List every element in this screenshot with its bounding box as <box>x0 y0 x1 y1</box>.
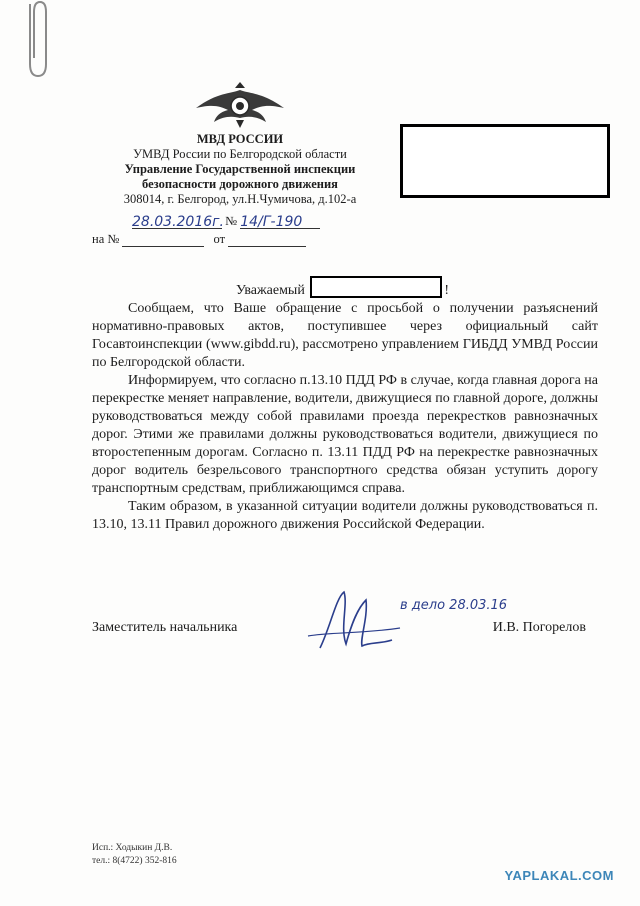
signer-name: И.В. Погорелов <box>492 620 586 635</box>
site-watermark: YAPLAKAL.COM <box>504 868 614 883</box>
body-paragraph: Информируем, что согласно п.13.10 ПДД РФ в случае, когда главная дорога на перекрестке меняет направление, водители, движущиеся по главной дороге, должны руководствоваться между собой правилами проезда перекрестков равнозначных дорог. Этими же правилами должны руководствоваться водители, движущиеся по второстепенным дорогам. Согласно п. 13.11 ПДД РФ на перекрестке равнозначных дорог водитель безрельсового транспортного средства обязан уступить дорогу транспортным средствам, приближающимся справа. <box>92 373 598 496</box>
number-label: № <box>225 214 238 228</box>
signer-position: Заместитель начальника <box>92 620 238 635</box>
paperclip-icon <box>16 0 56 82</box>
ref-number-label: на № <box>92 232 120 246</box>
reference-line <box>92 232 306 247</box>
outgoing-number: 14/Г-190 <box>240 214 320 229</box>
org-address: 308014, г. Белгород, ул.Н.Чумичова, д.102-а <box>123 192 357 206</box>
handwritten-signature <box>300 588 410 658</box>
letter-body <box>92 300 598 534</box>
org-department-line2: безопасности дорожного движения <box>142 177 338 191</box>
outgoing-number-line <box>132 214 320 229</box>
letterhead <box>60 82 420 207</box>
mvd-emblem-icon <box>190 82 290 128</box>
greeting-suffix: ! <box>444 283 450 298</box>
ref-date-blank <box>228 232 306 247</box>
org-regional-office: УМВД России по Белгородской области <box>133 147 347 161</box>
org-department-line1: Управление Государственной инспекции <box>124 162 356 176</box>
executor-phone: тел.: 8(4722) 352-816 <box>92 856 177 866</box>
executor-name: Исп.: Ходыкин Д.В. <box>92 843 173 853</box>
ref-number-blank <box>122 232 204 247</box>
body-paragraph: Сообщаем, что Ваше обращение с просьбой о получении разъяснений нормативно-правовых актов, поступившее через официальный сайт Госавтоинспекции (www.gibdd.ru), рассмотрено управлением ГИБДД УМВД России по Белгородской области. <box>92 301 598 370</box>
greeting-prefix: Уважаемый <box>236 283 305 298</box>
outgoing-date: 28.03.2016г. <box>132 214 224 230</box>
filing-resolution: в дело 28.03.16 <box>400 598 508 613</box>
recipient-redacted-block <box>400 124 610 198</box>
ref-from-label: от <box>213 232 226 246</box>
greeting <box>236 276 449 299</box>
body-paragraph: Таким образом, в указанной ситуации водители должны руководствоваться п. 13.10, 13.11 Правил дорожного движения Российской Федерации. <box>92 499 598 532</box>
executor-info <box>92 842 177 868</box>
greeting-name-redacted <box>310 276 442 298</box>
org-ministry: МВД РОССИИ <box>196 132 284 146</box>
